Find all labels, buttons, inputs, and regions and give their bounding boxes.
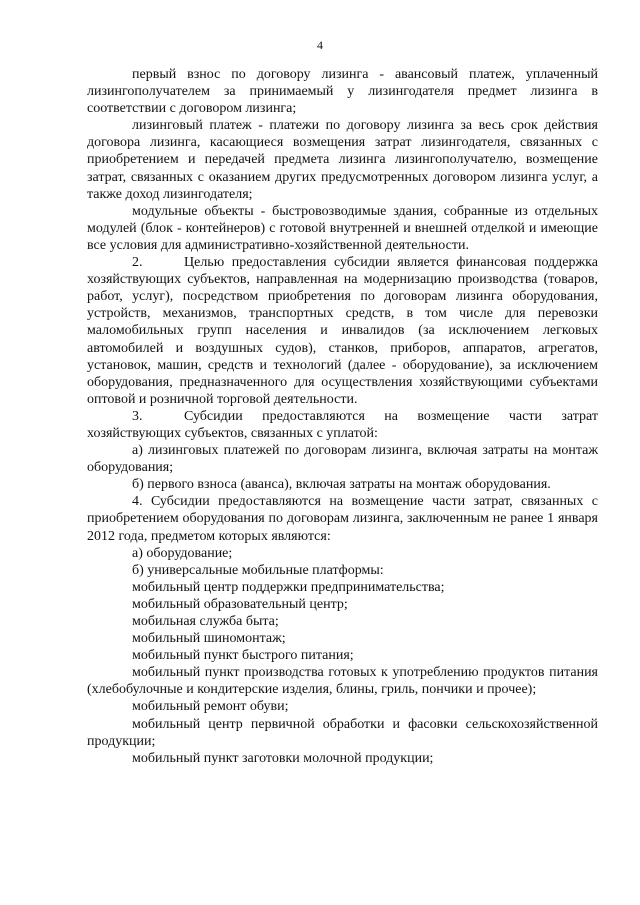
list-item: мобильный пункт быстрого питания; [132,648,354,664]
list-item: мобильный пункт производства готовых к употреблению продуктов питания (хлебобулочные и кондитерские изделия, блины, гриль, пончики и прочее); [87,665,598,698]
document-body [87,66,598,767]
paragraph-definition-first-payment: первый взнос по договору лизинга - авансовый платеж, уплаченный лизингополучателем за принимаемый у лизингодателя предмет лизинга в соответствии с договором лизинга; [87,67,598,117]
paragraph-item-3a: а) лизинговых платежей по договорам лизинга, включая затраты на монтаж оборудования; [87,443,598,476]
paragraph-definition-modular-objects: модульные объекты - быстровозводимые здания, собранные из отдельных модулей (блок - контейнеров) с готовой внутренней и внешней отделкой и имеющие все условия для административно-хозяйственной деятельности. [87,203,598,253]
paragraph-definition-lease-payment: лизинговый платеж - платежи по договору лизинга за весь срок действия договора лизинга, касающиеся возмещения затрат лизингодателя, связанных с приобретением и передачей предмета лизинга лизингополучателю, возмещение затрат, связанных с оказанием других предусмотренных договором лизинга услуг, а также доход лизингодателя; [87,118,598,202]
paragraph-item-4: 4. Субсидии предоставляются на возмещение части затрат, связанных с приобретением оборудования по договорам лизинга, заключенным не ранее 1 января 2012 года, предметом которых являются: [87,494,598,544]
paragraph-number: 2. [132,255,143,271]
paragraph-item-3 [87,408,598,442]
list-item: мобильный центр первичной обработки и фасовки сельскохозяйственной продукции; [87,716,598,749]
page-number: 4 [317,38,323,52]
list-item: мобильный шиномонтаж; [132,631,286,647]
list-item: мобильный ремонт обуви; [132,699,289,715]
paragraph-text: Субсидии предоставляются на возмещение части затрат хозяйствующих субъектов, связанных с уплатой: [87,408,598,441]
list-item: б) универсальные мобильные платформы: [132,562,384,578]
list-item: мобильный центр поддержки предпринимательства; [132,579,445,595]
list-item: мобильный пункт заготовки молочной продукции; [132,750,434,766]
list-item: мобильный образовательный центр; [132,596,348,612]
list-item: мобильная служба быта; [132,614,279,629]
list-item: а) оборудование; [132,545,233,561]
paragraph-text: Целью предоставления субсидии является финансовая поддержка хозяйствующих субъектов, направленная на модернизацию производства (товаров, работ, услуг), посредством приобретения по договорам лизинга оборудования, устройств, механизмов, транспортных средств, в том числе для перевозки маломобильных групп населения и инвалидов (за исключением легковых автомобилей и воздушных судов), станков, приборов, аппаратов, агрегатов, установок, машин, средств и технологий (далее - оборудование), за исключением оборудования, предназначенного для осуществления хозяйствующими субъектами оптовой и розничной торговой деятельности. [87,255,598,407]
paragraph-item-2 [87,254,598,408]
paragraph-item-3b: б) первого взноса (аванса), включая затраты на монтаж оборудования. [132,477,551,493]
paragraph-number: 3. [132,408,143,424]
